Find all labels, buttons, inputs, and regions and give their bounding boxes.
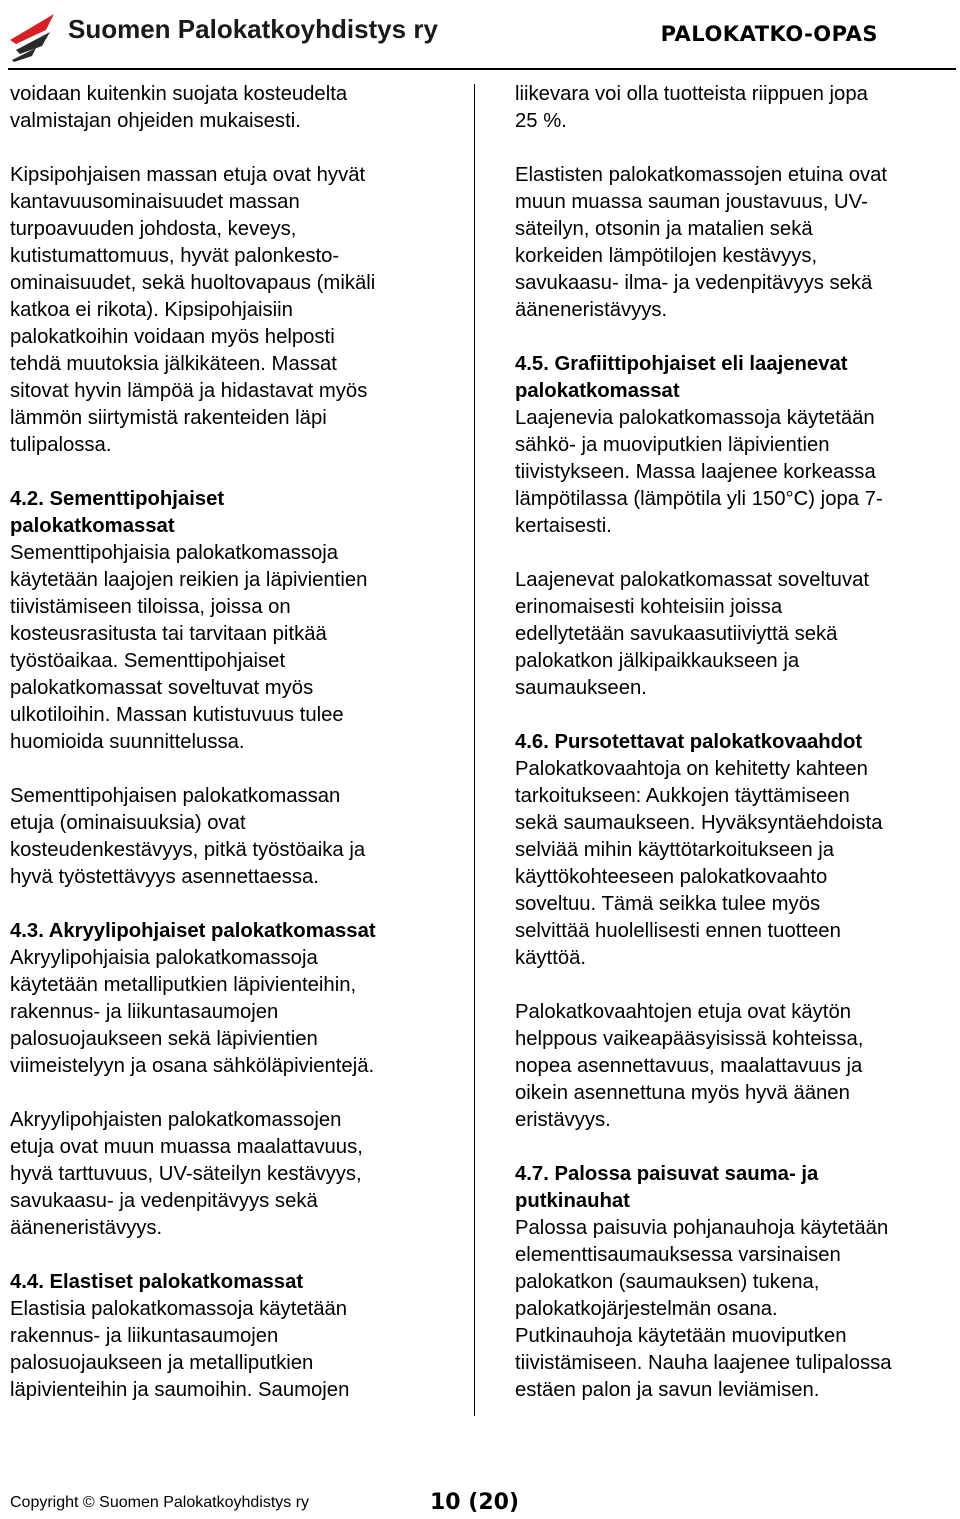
paragraph — [515, 567, 955, 702]
document-title: PALOKATKO-OPAS — [660, 22, 878, 46]
text-line: soveltuu. Tämä seikka tulee myös — [515, 893, 821, 915]
text-line: Sementtipohjaisen palokatkomassan — [10, 785, 341, 807]
text-line: sähkö- ja muoviputkien läpivientien — [515, 434, 830, 456]
text-line: nopea asennettavuus, maalattavuus ja — [515, 1055, 863, 1077]
text-line: katkoa ei rikota). Kipsipohjaisiin — [10, 299, 293, 321]
text-line: Putkinauhoja käytetään muoviputken — [515, 1325, 847, 1347]
organization-name: Suomen Palokatkoyhdistys ry — [68, 14, 438, 44]
section-heading: 4.3. Akryylipohjaiset palokatkomassat — [10, 920, 376, 942]
text-line: viimeistelyyn ja osana sähköläpivientejä. — [10, 1055, 375, 1077]
text-line: kosteudenkestävyys, pitkä työstöaika ja — [10, 839, 366, 861]
paragraph — [515, 162, 955, 324]
text-line: käytetään metalliputkien läpivienteihin, — [10, 974, 357, 996]
footer-copyright: Copyright © Suomen Palokatkoyhdistys ry — [10, 1494, 310, 1511]
text-line: voidaan kuitenkin suojata kosteudelta — [10, 83, 348, 105]
text-line: helppous vaikeapääsyisissä kohteissa, — [515, 1028, 864, 1050]
text-line: muun muassa sauman joustavuus, UV- — [515, 191, 868, 213]
text-line: Elastisten palokatkomassojen etuina ovat — [515, 164, 888, 186]
paragraph — [10, 918, 455, 1080]
text-line: liikevara voi olla tuotteista riippuen jopa — [515, 83, 868, 105]
text-line: palosuojaukseen ja metalliputkien — [10, 1352, 314, 1374]
column-divider — [474, 84, 475, 1416]
section-heading: 4.7. Palossa paisuvat sauma- ja — [515, 1163, 819, 1185]
text-line: lämmön siirtymistä rakenteiden läpi — [10, 407, 327, 429]
text-line: etuja (ominaisuuksia) ovat — [10, 812, 246, 834]
text-line: savukaasu- ilma- ja vedenpitävyys sekä — [515, 272, 873, 294]
text-line: kertaisesti. — [515, 515, 612, 537]
section-heading: putkinauhat — [515, 1190, 630, 1212]
text-line: säteilyn, otsonin ja matalien sekä — [515, 218, 813, 240]
text-line: ääneneristävyys. — [515, 299, 668, 321]
header-divider — [8, 68, 956, 70]
text-line: rakennus- ja liikuntasaumojen — [10, 1325, 279, 1347]
text-line: sekä saumaukseen. Hyväksyntäehdoista — [515, 812, 883, 834]
paragraph — [10, 162, 455, 459]
paragraph — [515, 1161, 955, 1404]
text-line: tiivistämiseen. Nauha laajenee tulipalossa — [515, 1352, 892, 1374]
text-line: käytetään laajojen reikien ja läpivientien — [10, 569, 368, 591]
text-line: Sementtipohjaisia palokatkomassoja — [10, 542, 339, 564]
paragraph — [10, 783, 455, 891]
text-line: palokatkon jälkipaikkaukseen ja — [515, 650, 800, 672]
text-line: huomioida suunnittelussa. — [10, 731, 245, 753]
text-line: hyvä työstettävyys asennettaessa. — [10, 866, 319, 888]
paragraph — [10, 81, 455, 135]
text-line: tehdä muutoksia jälkikäteen. Massat — [10, 353, 337, 375]
text-line: läpivienteihin ja saumoihin. Saumojen — [10, 1379, 350, 1401]
section-heading: palokatkomassat — [515, 380, 680, 402]
text-line: tulipalossa. — [10, 434, 112, 456]
text-line: tiivistämiseen tiloissa, joissa on — [10, 596, 291, 618]
text-line: työstöaikaa. Sementtipohjaiset — [10, 650, 286, 672]
organization-logo-icon — [6, 10, 58, 62]
text-line: savukaasu- ja vedenpitävyys sekä — [10, 1190, 318, 1212]
text-line: tarkoitukseen: Aukkojen täyttämiseen — [515, 785, 850, 807]
text-line: Laajenevat palokatkomassat soveltuvat — [515, 569, 870, 591]
text-line: eristävyys. — [515, 1109, 611, 1131]
text-line: ääneneristävyys. — [10, 1217, 163, 1239]
text-line: erinomaisesti kohteisiin joissa — [515, 596, 783, 618]
left-text-column — [10, 81, 455, 1431]
text-line: ominaisuudet, sekä huoltovapaus (mikäli — [10, 272, 376, 294]
text-line: palokatkomassat soveltuvat myös — [10, 677, 314, 699]
paragraph — [515, 81, 955, 135]
text-line: Palossa paisuvia pohjanauhoja käytetään — [515, 1217, 889, 1239]
paragraph — [515, 999, 955, 1134]
text-line: selvittää huolellisesti ennen tuotteen — [515, 920, 841, 942]
text-line: selviää mihin käyttötarkoitukseen ja — [515, 839, 835, 861]
paragraph — [10, 1107, 455, 1242]
text-line: lämpötilassa (lämpötila yli 150°C) jopa 7- — [515, 488, 883, 510]
text-line: Akryylipohjaisten palokatkomassojen — [10, 1109, 342, 1131]
paragraph — [10, 486, 455, 756]
text-line: palokatkon (saumauksen) tukena, — [515, 1271, 820, 1293]
text-line: 25 %. — [515, 110, 567, 132]
paragraph — [10, 1269, 455, 1404]
text-line: tiivistykseen. Massa laajenee korkeassa — [515, 461, 876, 483]
text-line: Laajenevia palokatkomassoja käytetään — [515, 407, 875, 429]
text-line: valmistajan ohjeiden mukaisesti. — [10, 110, 301, 132]
text-line: kosteusrasitusta tai tarvitaan pitkää — [10, 623, 327, 645]
section-heading: 4.4. Elastiset palokatkomassat — [10, 1271, 304, 1293]
text-line: oikein asennettuna myös hyvä äänen — [515, 1082, 850, 1104]
text-line: palosuojaukseen sekä läpivientien — [10, 1028, 318, 1050]
text-line: Kipsipohjaisen massan etuja ovat hyvät — [10, 164, 366, 186]
section-heading: 4.6. Pursotettavat palokatkovaahdot — [515, 731, 863, 753]
section-heading: 4.2. Sementtipohjaiset — [10, 488, 225, 510]
text-line: estäen palon ja savun leviämisen. — [515, 1379, 820, 1401]
text-line: rakennus- ja liikuntasaumojen — [10, 1001, 279, 1023]
text-line: kutistumattomuus, hyvät palonkesto- — [10, 245, 340, 267]
text-line: etuja ovat muun muassa maalattavuus, — [10, 1136, 363, 1158]
text-line: Palokatkovaahtojen etuja ovat käytön — [515, 1001, 851, 1023]
page-number: 10 (20) — [430, 1490, 519, 1515]
text-line: korkeiden lämpötilojen kestävyys, — [515, 245, 818, 267]
paragraph — [515, 729, 955, 972]
section-heading: palokatkomassat — [10, 515, 175, 537]
text-line: käyttöä. — [515, 947, 587, 969]
text-line: Elastisia palokatkomassoja käytetään — [10, 1298, 348, 1320]
text-line: palokatkojärjestelmän osana. — [515, 1298, 778, 1320]
page-header — [0, 0, 960, 70]
text-line: palokatkoihin voidaan myös helposti — [10, 326, 335, 348]
text-line: elementtisaumauksessa varsinaisen — [515, 1244, 841, 1266]
text-line: sitovat hyvin lämpöä ja hidastavat myös — [10, 380, 368, 402]
text-line: Palokatkovaahtoja on kehitetty kahteen — [515, 758, 868, 780]
text-line: kantavuusominaisuudet massan — [10, 191, 300, 213]
paragraph — [515, 351, 955, 540]
text-line: Akryylipohjaisia palokatkomassoja — [10, 947, 318, 969]
text-line: hyvä tarttuvuus, UV-säteilyn kestävyys, — [10, 1163, 362, 1185]
text-line: edellytetään savukaasutiiviyttä sekä — [515, 623, 838, 645]
text-line: ulkotiloihin. Massan kutistuvuus tulee — [10, 704, 344, 726]
text-line: turpoavuuden johdosta, keveys, — [10, 218, 297, 240]
text-line: käyttökohteeseen palokatkovaahto — [515, 866, 828, 888]
text-line: saumaukseen. — [515, 677, 647, 699]
section-heading: 4.5. Grafiittipohjaiset eli laajenevat — [515, 353, 848, 375]
right-text-column — [515, 81, 955, 1431]
